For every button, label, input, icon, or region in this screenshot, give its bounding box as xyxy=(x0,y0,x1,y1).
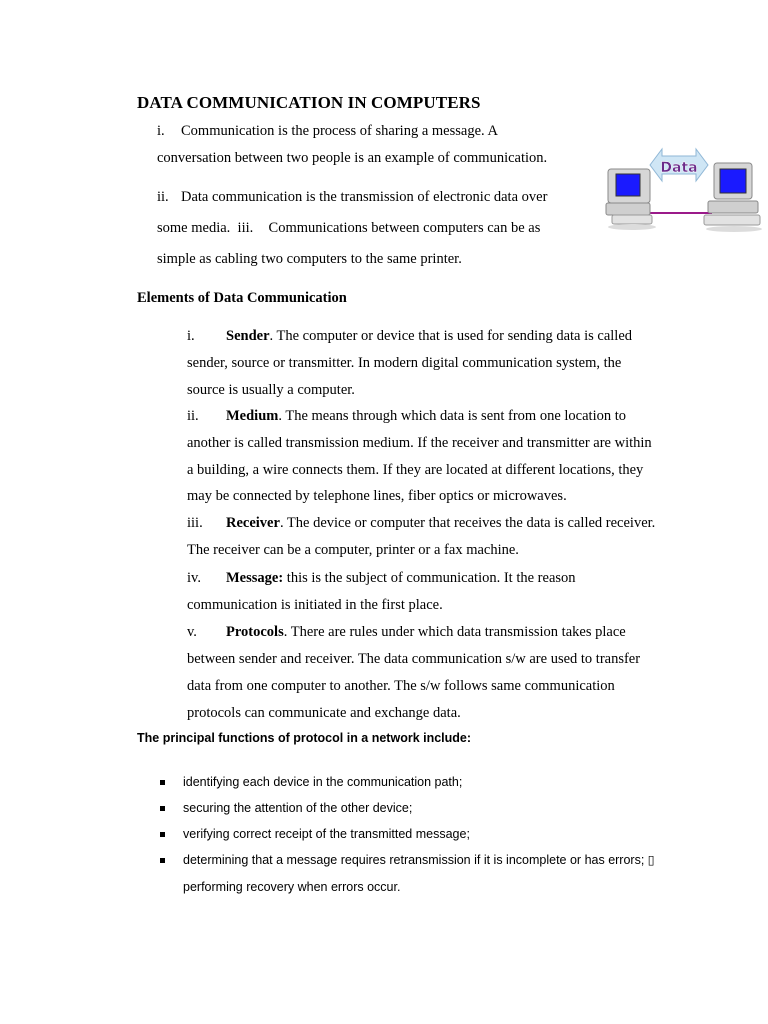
list-number: i. xyxy=(157,123,165,139)
element-item-protocols xyxy=(187,623,626,641)
element-text-line: may be connected by telephone lines, fiber optics or microwaves. xyxy=(187,488,567,504)
element-text: this is the subject of communication. It the reason xyxy=(283,570,576,586)
intro-text: Data communication is the transmission of electronic data over xyxy=(181,189,548,205)
bullet-icon xyxy=(160,780,165,785)
page-title: DATA COMMUNICATION IN COMPUTERS xyxy=(137,93,481,112)
element-text: . The computer or device that is used for sending data is called xyxy=(269,328,633,344)
element-text-line: The receiver can be a computer, printer or a fax machine. xyxy=(187,542,519,558)
element-item-receiver xyxy=(187,514,655,532)
intro-line-5: simple as cabling two computers to the same printer. xyxy=(157,251,462,267)
section-heading-elements: Elements of Data Communication xyxy=(137,290,347,306)
element-text-line: a building, a wire connects them. If they are located at different locations, they xyxy=(187,462,644,478)
list-item: determining that a message requires retransmission if it is incomplete or has errors; ▯ xyxy=(183,853,655,867)
networked-computers-icon xyxy=(604,143,764,235)
figure-label: Data xyxy=(660,160,698,176)
element-text-line: data from one computer to another. The s/w follows same communication xyxy=(187,678,615,694)
element-term: Protocols xyxy=(226,624,284,640)
intro-line-1 xyxy=(157,122,498,140)
element-text-line: protocols can communicate and exchange data. xyxy=(187,705,461,721)
element-item-message xyxy=(187,569,576,587)
section-heading-functions: The principal functions of protocol in a network include: xyxy=(137,731,472,745)
list-number: i. xyxy=(187,328,195,344)
list-item: verifying correct receipt of the transmitted message; xyxy=(183,827,470,841)
bullet-icon xyxy=(160,806,165,811)
element-term: Sender xyxy=(226,328,270,344)
element-term: Medium xyxy=(226,408,279,424)
intro-line-2: conversation between two people is an example of communication. xyxy=(157,150,548,166)
element-text-line: source is usually a computer. xyxy=(187,382,355,398)
list-number: iv. xyxy=(187,570,201,586)
element-item-medium xyxy=(187,407,626,425)
element-text-line: another is called transmission medium. If the receiver and transmitter are within xyxy=(187,435,652,451)
bullet-icon xyxy=(160,832,165,837)
intro-text: Communication is the process of sharing a message. A xyxy=(181,123,498,139)
intro-line-3 xyxy=(157,188,547,206)
bullet-icon xyxy=(160,858,165,863)
element-text: . The means through which data is sent from one location to xyxy=(278,408,627,424)
list-number: ii. xyxy=(157,189,169,205)
element-text-line: sender, source or transmitter. In modern digital communication system, the xyxy=(187,355,622,371)
list-item: performing recovery when errors occur. xyxy=(183,880,401,894)
element-term: Message: xyxy=(226,570,284,586)
element-text: . The device or computer that receives the data is called receiver. xyxy=(279,515,656,531)
list-number: ii. xyxy=(187,408,199,424)
element-text-line: communication is initiated in the first place. xyxy=(187,597,443,613)
list-item: securing the attention of the other device; xyxy=(183,801,413,815)
list-number: v. xyxy=(187,624,197,640)
intro-text: some media. xyxy=(157,220,231,236)
element-text: . There are rules under which data transmission takes place xyxy=(283,624,626,640)
element-term: Receiver xyxy=(226,515,280,531)
list-number: iii. xyxy=(187,515,203,531)
list-item: identifying each device in the communication path; xyxy=(183,775,463,789)
intro-line-4 xyxy=(157,219,540,237)
element-item-sender xyxy=(187,327,632,345)
element-text-line: between sender and receiver. The data communication s/w are used to transfer xyxy=(187,651,641,667)
list-number: iii. xyxy=(237,220,254,236)
intro-text: Communications between computers can be as xyxy=(268,220,541,236)
